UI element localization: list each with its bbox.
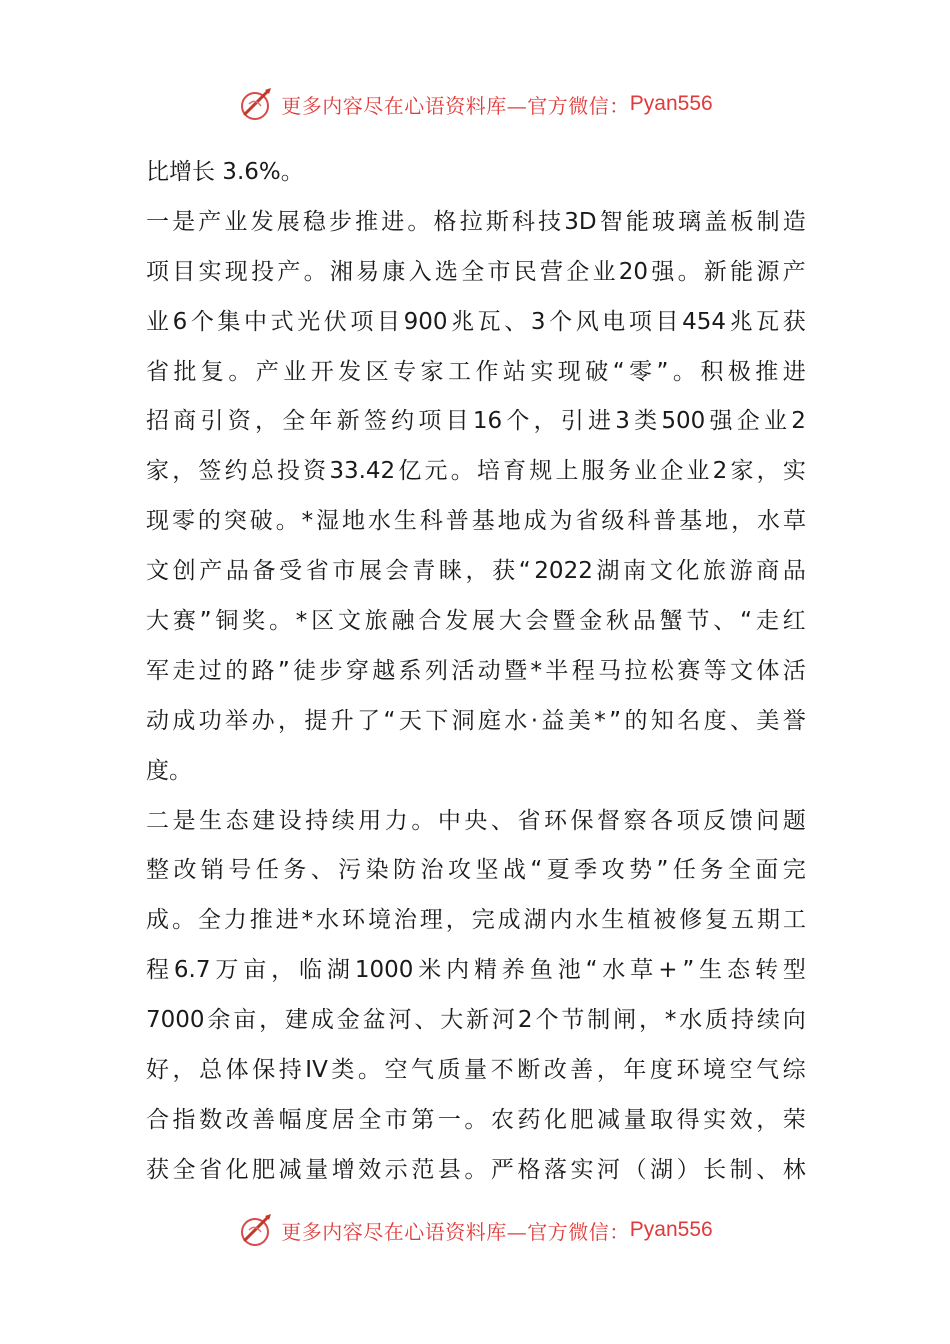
- text-line: 成 。 全 力 推 进 * 水 环 境 治 理 ， 完 成 湖 内 水 生 植 被 修 复 五 期 工: [146, 907, 806, 934]
- document-body: [146, 148, 806, 1196]
- footer-banner: [0, 1206, 950, 1254]
- text-line: 好 ， 总 体 保 持 IV 类 。 空 气 质 量 不 断 改 善 ， 年 度 环 境 空 气 综: [146, 1057, 806, 1084]
- text-line: 度。: [146, 757, 192, 784]
- text-line: 军 走 过 的 路 ” 徒 步 穿 越 系 列 活 动 暨 * 半 程 马 拉 松 赛 等 文 体 活: [146, 657, 806, 684]
- text-line: 项 目 实 现 投 产 。 湘 易 康 入 选 全 市 民 营 企 业 20 强 。 新 能 源 产: [146, 258, 806, 285]
- text-line: 整 改 销 号 任 务 、 污 染 防 治 攻 坚 战 “ 夏 季 攻 势 ” 任 务 全 面 完: [146, 857, 806, 884]
- text-line: 文 创 产 品 备 受 省 市 展 会 青 睐 ， 获 “ 2022 湖 南 文 化 旅 游 商 品: [146, 558, 806, 585]
- footer-text: 更多内容尽在心语资料库—官方微信：: [281, 1219, 630, 1244]
- text-line: 二 是 生 态 建 设 持 续 用 力 。 中 央 、 省 环 保 督 察 各 项 反 馈 问 题: [146, 807, 806, 834]
- text-line: 获 全 省 化 肥 减 量 增 效 示 范 县 。 严 格 落 实 河 （ 湖 ） 长 制 、 林: [146, 1156, 806, 1183]
- footer-wechat-id: Pyan556: [629, 1218, 713, 1241]
- text-line: 家 ， 签 约 总 投 资 33.42 亿 元 。 培 育 规 上 服 务 业 企 业 2 家 ， 实: [146, 458, 806, 485]
- text-line: 招 商 引 资 ， 全 年 新 签 约 项 目 16 个 ， 引 进 3 类 500 强 企 业 2: [146, 408, 806, 435]
- text-line: 现 零 的 突 破 。 * 湿 地 水 生 科 普 基 地 成 为 省 级 科 普 基 地 ， 水 草: [146, 508, 806, 535]
- pen-logo-icon: [237, 1210, 277, 1250]
- text-line: 动 成 功 举 办 ， 提 升 了 “ 天 下 洞 庭 水 · 益 美 * ” 的 知 名 度 、 美 誉: [146, 707, 806, 734]
- header-text: 更多内容尽在心语资料库—官方微信：: [281, 93, 630, 118]
- text-line: 省 批 复 。 产 业 开 发 区 专 家 工 作 站 实 现 破 “ 零 ” 。 积 极 推 进: [146, 358, 806, 385]
- header-banner: [0, 80, 950, 128]
- pen-logo-icon: [237, 84, 277, 124]
- header-wechat-id: Pyan556: [629, 92, 713, 115]
- text-line: 大 赛 ” 铜 奖 。 * 区 文 旅 融 合 发 展 大 会 暨 金 秋 品 蟹 节 、 “ 走 红: [146, 608, 806, 635]
- text-line: 7000 余 亩 ， 建 成 金 盆 河 、 大 新 河 2 个 节 制 闸 ， * 水 质 持 续 向: [146, 1007, 806, 1034]
- text-line: 比增长 3.6%。: [146, 159, 304, 185]
- text-line: 一 是 产 业 发 展 稳 步 推 进 。 格 拉 斯 科 技 3D 智 能 玻 璃 盖 板 制 造: [146, 208, 806, 235]
- text-line: 业 6 个 集 中 式 光 伏 项 目 900 兆 瓦 、 3 个 风 电 项 目 454 兆 瓦 获: [146, 308, 806, 335]
- text-line: 程 6.7 万 亩 ， 临 湖 1000 米 内 精 养 鱼 池 “ 水 草 + ” 生 态 转 型: [146, 957, 806, 984]
- text-line: 合 指 数 改 善 幅 度 居 全 市 第 一 。 农 药 化 肥 减 量 取 得 实 效 ， 荣: [146, 1106, 806, 1133]
